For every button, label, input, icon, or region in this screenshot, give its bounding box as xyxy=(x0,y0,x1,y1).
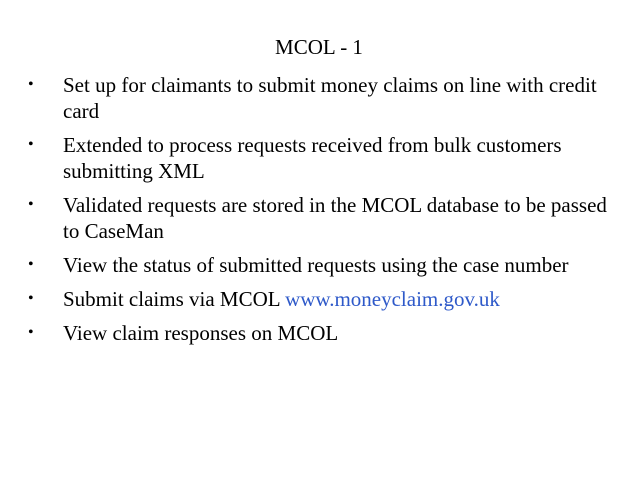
bullet-item-submit-claims xyxy=(28,286,608,312)
bullet-item-database xyxy=(28,192,608,244)
bullet-text: View the status of submitted requests using the case number xyxy=(63,253,569,277)
bullet-dot-icon: • xyxy=(28,290,34,307)
bullet-text: Extended to process requests received from bulk customers submitting XML xyxy=(63,133,562,183)
bullet-item-credit-card xyxy=(28,72,608,124)
slide-title: MCOL - 1 xyxy=(275,35,363,59)
bullet-list xyxy=(28,72,608,354)
bullet-dot-icon: • xyxy=(28,196,34,213)
bullet-text: View claim responses on MCOL xyxy=(63,321,339,345)
bullet-item-bulk-xml xyxy=(28,132,608,184)
bullet-dot-icon: • xyxy=(28,256,34,273)
bullet-text: Submit claims via MCOL xyxy=(63,287,286,311)
bullet-item-responses xyxy=(28,320,608,346)
bullet-text: Validated requests are stored in the MCOL database to be passed to CaseMan xyxy=(63,193,607,243)
bullet-item-status xyxy=(28,252,608,278)
bullet-text: Set up for claimants to submit money claims on line with credit card xyxy=(63,73,597,123)
bullet-dot-icon: • xyxy=(28,76,34,93)
moneyclaim-link[interactable]: www.moneyclaim.gov.uk xyxy=(285,287,500,311)
bullet-dot-icon: • xyxy=(28,324,34,341)
bullet-dot-icon: • xyxy=(28,136,34,153)
